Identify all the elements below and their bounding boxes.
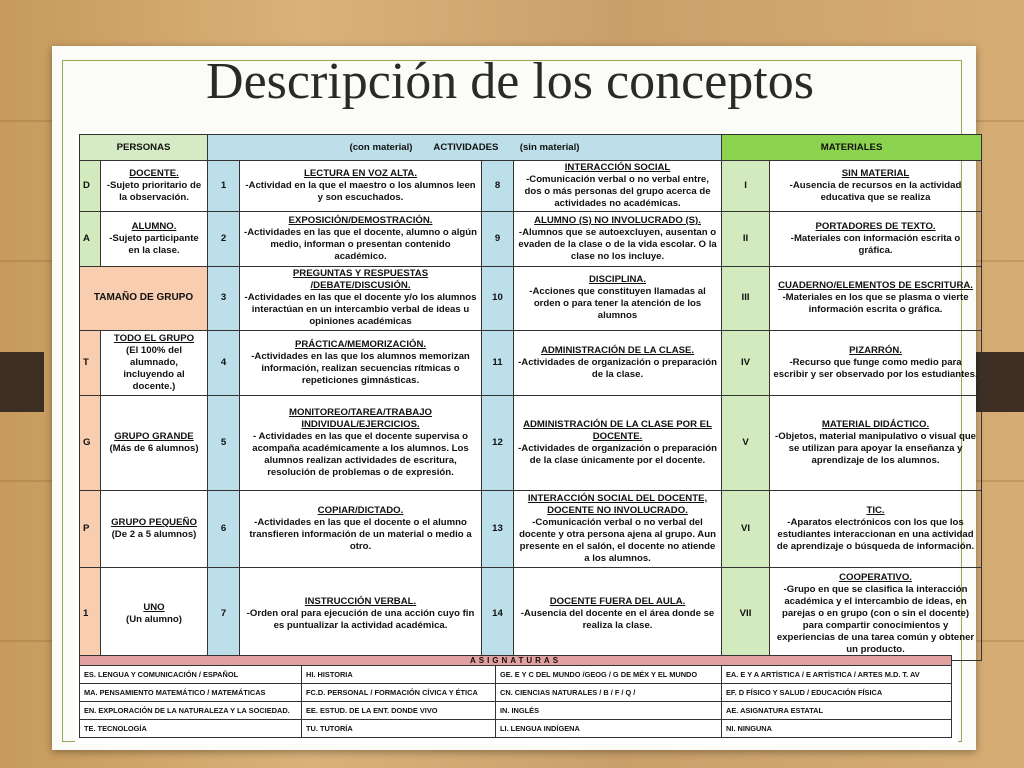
header-actividades	[208, 135, 722, 161]
actividad-title: INTERACCIÓN SOCIAL DEL DOCENTE, DOCENTE NO INVOLUCRADO.	[527, 492, 708, 516]
actividad-num-label: 10	[492, 292, 503, 304]
actividad-num-label: 2	[220, 232, 227, 244]
actividad-con-num	[208, 395, 240, 490]
asignaturas-table	[79, 655, 952, 738]
actividad-sin-num	[482, 490, 514, 567]
material-title: TIC.	[866, 504, 885, 516]
persona-code-label: T	[83, 356, 89, 368]
table-row	[80, 490, 982, 567]
persona-code-label: D	[83, 179, 90, 191]
actividad-sin-cell	[514, 330, 722, 395]
asignaturas-row	[80, 702, 952, 720]
table-row	[80, 330, 982, 395]
actividad-sin-cell	[514, 161, 722, 212]
actividad-con-num	[208, 330, 240, 395]
material-num-label: V	[742, 436, 749, 448]
material-title: COOPERATIVO.	[839, 571, 912, 583]
material-desc: -Aparatos electrónicos con los que los estudiantes interaccionan en una actividad de aprendizaje o búsqueda de información.	[776, 516, 975, 552]
persona-title: TAMAÑO DE GRUPO	[93, 292, 194, 304]
asignatura-cell: IN. INGLÉS	[496, 702, 722, 720]
actividad-con-cell	[240, 330, 482, 395]
asignaturas-row	[80, 684, 952, 702]
material-title: CUADERNO/ELEMENTOS DE ESCRITURA.	[778, 280, 973, 292]
material-num	[722, 211, 770, 266]
actividad-con-num	[208, 567, 240, 660]
table-row	[80, 567, 982, 660]
persona-code	[80, 330, 101, 395]
persona-code	[80, 567, 101, 660]
persona-title: GRUPO GRANDE	[114, 430, 194, 442]
actividad-sin-num	[482, 395, 514, 490]
material-desc: -Objetos, material manipulativo o visual que se utilizan para apoyar la enseñanza y aprendizaje de los alumnos.	[775, 430, 977, 466]
material-num	[722, 490, 770, 567]
actividad-desc: -Acciones que constituyen llamadas al orden o para tener la atención de los alumnos	[529, 286, 706, 322]
asignatura-cell: AE. ASIGNATURA ESTATAL	[722, 702, 952, 720]
persona-desc: -Sujeto prioritario de la observación.	[106, 179, 202, 203]
slide-title: Descripción de los conceptos	[206, 53, 814, 110]
actividad-desc: -Comunicación verbal o no verbal del docente y otra persona ajena al grupo. Aun presente en el salón, el docente no atiende a los alumnos.	[519, 516, 716, 564]
actividad-title: ALUMNO (S) NO INVOLUCRADO (S).	[534, 214, 701, 226]
actividad-con-cell	[240, 161, 482, 212]
actividad-title: ADMINISTRACIÓN DE LA CLASE.	[540, 344, 695, 356]
material-desc: -Grupo en que se clasifica la interacción académica y el intercambio de ideas, en parejas o en grupo (con o sin el docente) para compartir conocimientos y experiencias de una tarea común y obtener un producto.	[776, 583, 975, 655]
actividad-num-label: 1	[220, 179, 227, 191]
table-row	[80, 395, 982, 490]
actividad-con-num	[208, 161, 240, 212]
persona-code	[80, 161, 101, 212]
material-num	[722, 161, 770, 212]
actividad-title: PRÁCTICA/MEMORIZACIÓN.	[294, 338, 427, 350]
material-title: MATERIAL DIDÁCTICO.	[821, 418, 930, 430]
persona-desc: (De 2 a 5 alumnos)	[111, 528, 197, 540]
actividad-num-label: 6	[220, 522, 227, 534]
persona-cell	[101, 395, 208, 490]
material-cell	[770, 266, 982, 330]
persona-code-label: 1	[83, 607, 89, 619]
asignatura-cell: HI. HISTORIA	[302, 666, 496, 684]
asignatura-cell: EA. E Y A ARTÍSTICA / E ARTÍSTICA / ARTES M.D. T. AV	[722, 666, 952, 684]
actividad-num-label: 13	[492, 522, 503, 534]
actividad-num-label: 8	[494, 179, 501, 191]
actividad-sin-num	[482, 567, 514, 660]
actividad-num-label: 5	[220, 436, 227, 448]
actividad-con-cell	[240, 567, 482, 660]
persona-desc: -Sujeto participante en la clase.	[109, 232, 199, 256]
actividad-num-label: 7	[220, 607, 227, 619]
asignatura-cell: TE. TECNOLOGÍA	[80, 720, 302, 738]
concepts-table	[79, 134, 982, 661]
actividad-num-label: 14	[492, 607, 503, 619]
persona-cell	[101, 211, 208, 266]
actividad-con-num	[208, 211, 240, 266]
actividad-sin-cell	[514, 266, 722, 330]
material-cell	[770, 330, 982, 395]
actividad-num-label: 9	[494, 232, 501, 244]
actividad-desc: -Actividades en las que el docente, alumno o algún medio, informan o presentan contenido académico.	[244, 226, 477, 262]
actividad-desc: -Alumnos que se autoexcluyen, ausentan o evaden de la clase o de la vida escolar. O la clase no los incluye.	[518, 226, 717, 262]
actividad-num-label: 12	[492, 436, 503, 448]
table-row	[80, 161, 982, 212]
persona-code-label: A	[83, 232, 90, 244]
actividad-desc: -Ausencia del docente en el área donde se realiza la clase.	[520, 607, 715, 631]
actividad-con-cell	[240, 395, 482, 490]
actividad-desc: -Actividades de organización o preparación de la clase.	[518, 356, 717, 380]
persona-desc: (Un alumno)	[126, 613, 182, 625]
persona-title: UNO	[143, 601, 165, 613]
material-num-label: IV	[740, 356, 751, 368]
material-title: PIZARRÓN.	[849, 344, 902, 356]
actividad-desc: -Actividades de organización o preparación de la clase únicamente por el docente.	[518, 442, 717, 466]
persona-desc: (Más de 6 alumnos)	[109, 442, 199, 454]
actividad-con-num	[208, 266, 240, 330]
material-desc: -Ausencia de recursos en la actividad educativa que se realiza	[789, 179, 962, 203]
material-num	[722, 266, 770, 330]
material-num	[722, 395, 770, 490]
persona-cell	[101, 330, 208, 395]
header-materiales: MATERIALES	[722, 135, 982, 161]
asignatura-cell: TU. TUTORÍA	[302, 720, 496, 738]
persona-code-label: P	[83, 522, 90, 534]
actividad-desc: -Actividades en las que el docente y/o los alumnos interactúan en un intercambio verbal de ideas u opiniones académicas	[244, 292, 477, 328]
actividad-title: INSTRUCCIÓN VERBAL.	[304, 595, 417, 607]
actividad-title: COPIAR/DICTADO.	[317, 504, 404, 516]
persona-title: ALUMNO.	[131, 220, 177, 232]
concepts-table-image	[75, 132, 978, 744]
asignatura-cell: EE. ESTUD. DE LA ENT. DONDE VIVO	[302, 702, 496, 720]
asignatura-cell: NI. NINGUNA	[722, 720, 952, 738]
actividad-sin-cell	[514, 567, 722, 660]
material-desc: -Recurso que funge como medio para escribir y ser observado por los estudiantes.	[773, 356, 978, 380]
actividad-sin-num	[482, 330, 514, 395]
actividad-title: INTERACCIÓN SOCIAL	[564, 162, 671, 173]
actividad-num-label: 4	[220, 356, 227, 368]
asignatura-cell: CN. CIENCIAS NATURALES / B / F / Q /	[496, 684, 722, 702]
asignaturas-row	[80, 720, 952, 738]
material-num-label: I	[744, 179, 747, 191]
material-num-label: III	[741, 292, 750, 304]
header-sin-material: (sin material)	[519, 141, 580, 153]
asignatura-cell: MA. PENSAMIENTO MATEMÁTICO / MATEMÁTICAS	[80, 684, 302, 702]
actividad-desc: -Actividades en las que el docente o el alumno transfieren información de un material o medio a otro.	[249, 516, 472, 552]
asignatura-cell: EN. EXPLORACIÓN DE LA NATURALEZA Y LA SOCIEDAD.	[80, 702, 302, 720]
persona-title: TODO EL GRUPO	[113, 332, 195, 344]
persona-code	[80, 490, 101, 567]
asignatura-cell: EF. D FÍSICO Y SALUD / EDUCACIÓN FÍSICA	[722, 684, 952, 702]
actividad-sin-num	[482, 211, 514, 266]
material-desc: -Materiales en los que se plasma o vierte información escrita o gráfica.	[782, 292, 969, 316]
material-cell	[770, 395, 982, 490]
asignatura-cell: GE. E Y C DEL MUNDO /GEOG / G DE MÉX Y EL MUNDO	[496, 666, 722, 684]
material-num-label: VI	[740, 522, 751, 534]
material-num-label: II	[742, 232, 749, 244]
asignatura-cell: FC.D. PERSONAL / FORMACIÓN CÍVICA Y ÉTICA	[302, 684, 496, 702]
material-title: PORTADORES DE TEXTO.	[815, 220, 936, 232]
material-num	[722, 567, 770, 660]
persona-code	[80, 211, 101, 266]
actividad-desc: -Orden oral para ejecución de una acción cuyo fin es puntualizar la actividad académica.	[246, 607, 475, 631]
actividad-desc: -Comunicación verbal o no verbal entre, dos o más personas del grupo acerca de actividades no académicas.	[524, 173, 711, 209]
table-row	[80, 266, 982, 330]
actividad-num-label: 11	[492, 356, 503, 368]
actividad-desc: -Actividad en la que el maestro o los alumnos leen y son escuchados.	[245, 179, 476, 203]
material-cell	[770, 567, 982, 660]
asignatura-cell: ES. LENGUA Y COMUNICACIÓN / ESPAÑOL	[80, 666, 302, 684]
persona-cell	[101, 567, 208, 660]
actividad-sin-num	[482, 161, 514, 212]
actividad-title: ADMINISTRACIÓN DE LA CLASE POR EL DOCENTE.	[523, 418, 712, 442]
persona-cell	[101, 161, 208, 212]
persona-title: GRUPO PEQUEÑO	[111, 516, 197, 528]
persona-code	[80, 395, 101, 490]
actividad-con-num	[208, 490, 240, 567]
asignatura-cell: LI. LENGUA INDÍGENA	[496, 720, 722, 738]
actividad-con-cell	[240, 266, 482, 330]
persona-title: DOCENTE.	[129, 167, 179, 179]
actividad-sin-num	[482, 266, 514, 330]
material-cell	[770, 490, 982, 567]
actividad-title: DISCIPLINA.	[588, 274, 647, 286]
persona-cell	[101, 490, 208, 567]
header-personas: PERSONAS	[80, 135, 208, 161]
slide-tab-left	[0, 352, 44, 412]
actividad-sin-cell	[514, 490, 722, 567]
header-con-material: (con material)	[349, 141, 413, 153]
actividad-con-cell	[240, 490, 482, 567]
actividad-sin-cell	[514, 395, 722, 490]
asignaturas-header: ASIGNATURAS	[80, 656, 952, 666]
asignaturas-row	[80, 666, 952, 684]
persona-desc: (El 100% del alumnado, incluyendo al docente.)	[123, 344, 185, 392]
actividad-sin-cell	[514, 211, 722, 266]
material-num-label: VII	[739, 607, 752, 619]
material-cell	[770, 211, 982, 266]
persona-tamano-grupo	[80, 266, 208, 330]
actividad-title: DOCENTE FUERA DEL AULA.	[549, 595, 686, 607]
actividad-con-cell	[240, 211, 482, 266]
actividad-title: MONITOREO/TAREA/TRABAJO INDIVIDUAL/EJERCICIOS.	[288, 406, 433, 430]
actividad-num-label: 3	[220, 292, 227, 304]
actividad-title: LECTURA EN VOZ ALTA.	[304, 167, 417, 179]
persona-code-label: G	[83, 436, 91, 448]
actividad-title: EXPOSICIÓN/DEMOSTRACIÓN.	[288, 214, 433, 226]
header-actividades-label: ACTIVIDADES	[433, 141, 499, 153]
material-cell	[770, 161, 982, 212]
material-desc: -Materiales con información escrita o gráfica.	[790, 232, 961, 256]
material-num	[722, 330, 770, 395]
table-row	[80, 211, 982, 266]
actividad-title: PREGUNTAS Y RESPUESTAS /DEBATE/DISCUSIÓN.	[292, 268, 429, 292]
actividad-desc: -Actividades en las que los alumnos memorizan información, realizan secuencias rítmicas o repeticiones gimnásticas.	[251, 350, 470, 386]
material-title: SIN MATERIAL	[841, 167, 910, 179]
actividad-desc: - Actividades en las que el docente supervisa o acompaña académicamente a los alumnos. Los alumnos realizan actividades de escritura, resolución de problemas o de expresión.	[252, 430, 469, 478]
